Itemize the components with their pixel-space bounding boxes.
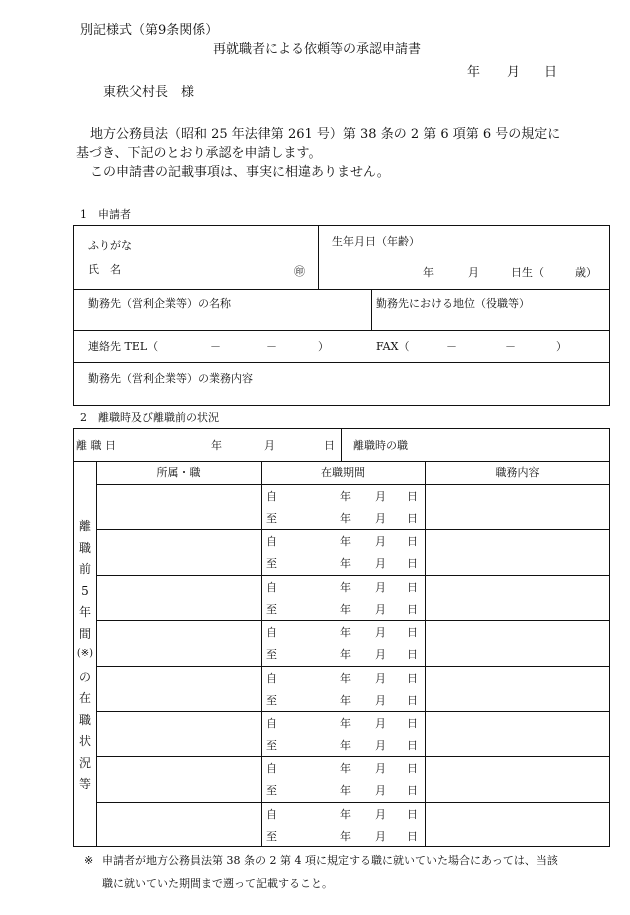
- day-label: 日: [407, 648, 418, 662]
- date-month-label: 月: [507, 65, 521, 80]
- page-title: 再就職者による依頼等の承認申請書: [213, 42, 422, 57]
- birth-month-label: 月: [468, 266, 479, 279]
- duties-cell[interactable]: [426, 667, 609, 710]
- affiliation-cell[interactable]: [97, 621, 260, 664]
- affiliation-cell[interactable]: [97, 485, 260, 528]
- day-label: 日: [407, 626, 418, 640]
- retire-month-label: 月: [264, 439, 275, 452]
- duties-cell[interactable]: [426, 530, 609, 573]
- to-label: 至: [266, 648, 277, 662]
- body-line-3: この申請書の記載事項は、事実に相違ありません。: [90, 165, 390, 180]
- seal-mark: ㊞: [294, 265, 305, 278]
- employer-name-label: 勤務先（営利企業等）の名称: [88, 297, 231, 310]
- fax-dash-1: －: [446, 340, 457, 353]
- to-label: 至: [266, 693, 277, 707]
- employer-position-label: 勤務先における地位（役職等）: [376, 297, 530, 310]
- month-label: 月: [375, 784, 386, 798]
- to-label: 至: [266, 512, 277, 525]
- year-label: 年: [340, 829, 351, 843]
- month-label: 月: [375, 512, 386, 525]
- year-label: 年: [340, 693, 351, 707]
- side-label-char: 職: [78, 712, 91, 727]
- affiliation-cell[interactable]: [97, 712, 260, 755]
- from-label: 自: [266, 535, 277, 549]
- affiliation-cell[interactable]: [97, 530, 260, 573]
- month-label: 月: [375, 762, 386, 776]
- retire-date-label: 離 職 日: [76, 439, 116, 452]
- year-label: 年: [340, 535, 351, 549]
- month-label: 月: [375, 693, 386, 707]
- year-label: 年: [340, 580, 351, 594]
- year-label: 年: [340, 648, 351, 662]
- month-label: 月: [375, 626, 386, 640]
- year-label: 年: [340, 784, 351, 798]
- month-label: 月: [375, 671, 386, 685]
- date-day-label: 日: [544, 65, 558, 80]
- side-label-char: の: [78, 669, 91, 684]
- to-label: 至: [266, 602, 277, 616]
- affiliation-cell[interactable]: [97, 576, 260, 619]
- name-label: 氏 名: [88, 263, 121, 276]
- addressee: 東秩父村長 様: [103, 85, 195, 100]
- duties-cell[interactable]: [426, 485, 609, 528]
- side-label-char: 間: [78, 626, 91, 641]
- month-label: 月: [375, 829, 386, 843]
- side-label-char: 5: [81, 583, 89, 598]
- month-label: 月: [375, 490, 386, 503]
- side-label-char: 年: [78, 605, 91, 619]
- year-label: 年: [340, 512, 351, 525]
- from-label: 自: [266, 490, 277, 503]
- day-label: 日: [407, 671, 418, 685]
- from-label: 自: [266, 716, 277, 730]
- day-label: 日: [407, 762, 418, 776]
- contact-tel-label: 連絡先 TEL（: [88, 340, 159, 353]
- tel-dash-2: －: [266, 340, 277, 353]
- body-line-1: 地方公務員法（昭和 25 年法律第 261 号）第 38 条の 2 第 6 項第 6 号の規定に: [90, 127, 561, 142]
- year-label: 年: [340, 490, 351, 503]
- day-label: 日: [407, 602, 418, 616]
- side-label-char: 況: [78, 755, 91, 770]
- day-label: 日: [407, 693, 418, 707]
- business-label: 勤務先（営利企業等）の業務内容: [88, 372, 253, 385]
- fax-dash-2: －: [505, 340, 516, 353]
- section2-heading: 2 離職時及び離職前の状況: [80, 411, 219, 424]
- affiliation-cell[interactable]: [97, 757, 260, 800]
- birth-label: 生年月日（年齢）: [332, 235, 420, 248]
- month-label: 月: [375, 738, 386, 752]
- date-year-label: 年: [467, 65, 481, 80]
- from-label: 自: [266, 626, 277, 640]
- from-label: 自: [266, 580, 277, 594]
- year-label: 年: [340, 671, 351, 685]
- name-input[interactable]: [160, 256, 290, 278]
- tel-dash-1: －: [210, 340, 221, 353]
- year-label: 年: [340, 762, 351, 776]
- month-label: 月: [375, 807, 386, 821]
- duties-cell[interactable]: [426, 576, 609, 619]
- fax-label: FAX（: [376, 340, 410, 353]
- from-label: 自: [266, 807, 277, 821]
- duties-cell[interactable]: [426, 712, 609, 755]
- side-label-char: 状: [78, 734, 91, 748]
- year-label: 年: [340, 626, 351, 640]
- affiliation-cell[interactable]: [97, 803, 260, 846]
- side-label-char: 等: [78, 777, 91, 791]
- side-label-char: 前: [78, 562, 91, 576]
- to-label: 至: [266, 784, 277, 798]
- day-label: 日: [407, 829, 418, 843]
- day-label: 日: [407, 716, 418, 730]
- day-label: 日: [407, 738, 418, 752]
- footnote-mark: ※: [84, 854, 94, 867]
- month-label: 月: [375, 580, 386, 594]
- side-label-char: 離: [78, 519, 91, 533]
- day-label: 日: [407, 535, 418, 549]
- year-label: 年: [340, 602, 351, 616]
- year-label: 年: [340, 557, 351, 571]
- duties-cell[interactable]: [426, 803, 609, 846]
- col-affiliation-header: 所属・職: [156, 466, 201, 479]
- from-label: 自: [266, 671, 277, 685]
- month-label: 月: [375, 602, 386, 616]
- form-label: 別記様式（第9条関係）: [80, 23, 219, 38]
- footnote-line-2: 職に就いていた期間まで遡って記載すること。: [102, 877, 333, 890]
- birth-year-label: 年: [423, 266, 434, 279]
- day-label: 日: [407, 512, 418, 525]
- to-label: 至: [266, 557, 277, 571]
- day-label: 日: [407, 490, 418, 503]
- retire-day-label: 日: [324, 439, 335, 452]
- retire-year-label: 年: [211, 439, 222, 452]
- fax-close: ）: [556, 340, 567, 353]
- month-label: 月: [375, 716, 386, 730]
- day-label: 日: [407, 784, 418, 798]
- duties-cell[interactable]: [426, 621, 609, 664]
- from-label: 自: [266, 762, 277, 776]
- day-label: 日: [407, 807, 418, 821]
- section1-heading: 1 申請者: [80, 208, 131, 221]
- year-label: 年: [340, 738, 351, 752]
- affiliation-cell[interactable]: [97, 667, 260, 710]
- month-label: 月: [375, 557, 386, 571]
- to-label: 至: [266, 829, 277, 843]
- day-label: 日: [407, 557, 418, 571]
- side-label-char: 職: [78, 540, 91, 555]
- month-label: 月: [375, 535, 386, 549]
- month-label: 月: [375, 648, 386, 662]
- birth-day-label: 日生（: [511, 266, 544, 279]
- col-duties-header: 職務内容: [495, 466, 540, 479]
- birth-age-label: 歳）: [575, 266, 597, 279]
- col-period-header: 在職期間: [321, 466, 365, 479]
- year-label: 年: [340, 807, 351, 821]
- side-label-char: (※): [76, 648, 94, 659]
- day-label: 日: [407, 580, 418, 594]
- side-label-char: 在: [78, 691, 91, 705]
- duties-cell[interactable]: [426, 757, 609, 800]
- body-line-2: 基づき、下記のとおり承認を申請します。: [76, 146, 322, 161]
- footnote-line-1: 申請者が地方公務員法第 38 条の 2 第 4 項に規定する職に就いていた場合にあっては、当該: [102, 854, 558, 867]
- to-label: 至: [266, 738, 277, 752]
- year-label: 年: [340, 716, 351, 730]
- retire-post-label: 離職時の職: [353, 439, 408, 452]
- tel-close: ）: [318, 340, 329, 353]
- furigana-label: ふりがな: [88, 239, 132, 252]
